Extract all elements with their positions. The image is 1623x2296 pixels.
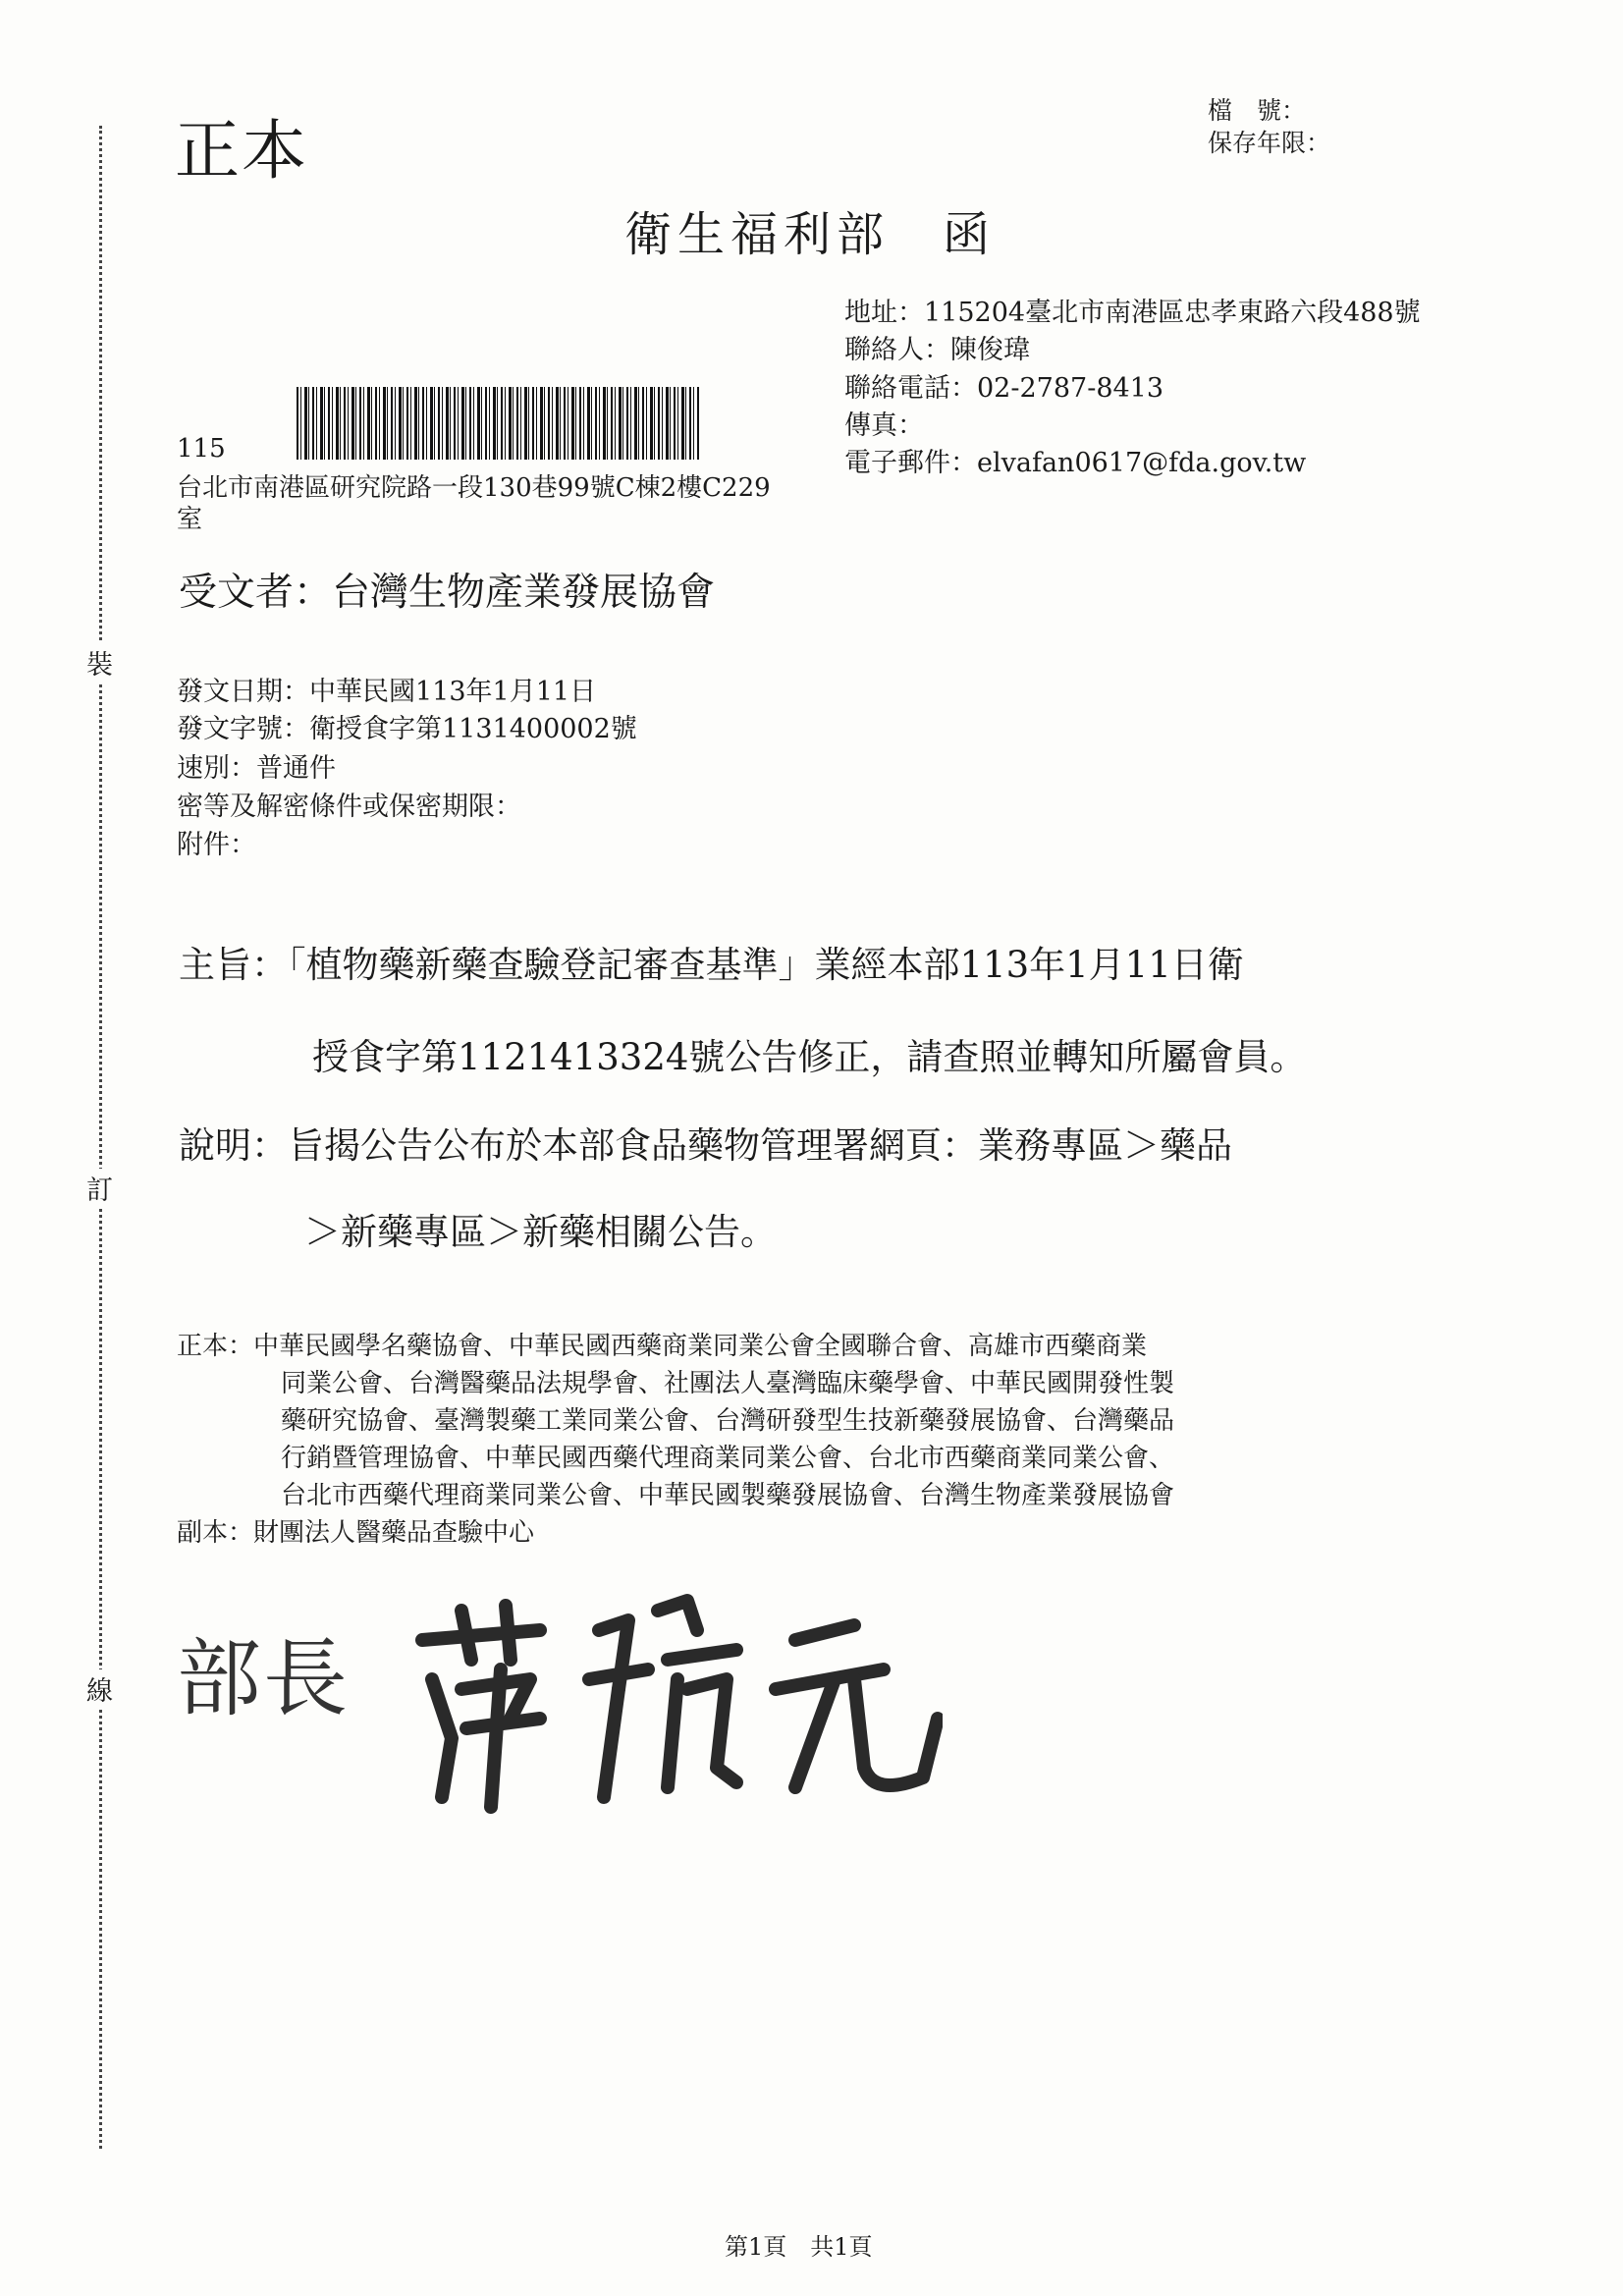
binding-char-ding: 訂 — [86, 1169, 113, 1207]
handwritten-signature — [393, 1571, 943, 1817]
sender-contact-person: 聯絡人：陳俊瑋 — [844, 335, 1030, 365]
binding-char-xian: 線 — [86, 1669, 113, 1708]
sender-address: 地址：115204臺北市南港區忠孝東路六段488號 — [844, 298, 1421, 328]
distribution-original-line2: 同業公會、台灣醫藥品法規學會、社團法人臺灣臨床藥學會、中華民國開發性製 — [281, 1369, 1175, 1398]
document-number: 發文字號：衛授食字第1131400002號 — [177, 714, 637, 744]
urgency-level: 速別：普通件 — [177, 753, 336, 784]
distribution-original-line5: 台北市西藥代理商業同業公會、中華民國製藥發展協會、台灣生物產業發展協會 — [281, 1481, 1175, 1510]
binding-dotted-line — [99, 126, 102, 2149]
confidentiality: 密等及解密條件或保密期限： — [177, 792, 521, 822]
page-number: 第1頁 共1頁 — [725, 2233, 873, 2261]
subject-line2: 授食字第1121413324號公告修正，請查照並轉知所屬會員。 — [312, 1036, 1307, 1078]
binding-char-zhuang: 裝 — [86, 643, 113, 682]
distribution-original-line4: 行銷暨管理協會、中華民國西藥代理商業同業公會、台北市西藥商業同業公會、 — [281, 1444, 1175, 1473]
postal-barcode — [297, 387, 699, 460]
file-number-label: 檔 號： — [1208, 96, 1307, 125]
sender-email: 電子郵件：elvafan0617@fda.gov.tw — [844, 448, 1307, 478]
document-title: 衛生福利部 函 — [624, 207, 997, 262]
attachments: 附件： — [177, 830, 256, 860]
distribution-original-line1: 正本：中華民國學名藥協會、中華民國西藥商業同業公會全國聯合會、高雄市西藥商業 — [177, 1332, 1148, 1361]
recipient-address-line2: 室 — [177, 505, 203, 534]
explanation-line1: 說明：旨揭公告公布於本部食品藥物管理署網頁：業務專區＞藥品 — [179, 1124, 1232, 1167]
subject-line1: 主旨：「植物藥新藥查驗登記審查基準」業經本部113年1月11日衛 — [179, 944, 1244, 986]
minister-title: 部長 — [177, 1630, 350, 1728]
sender-fax: 傳真： — [844, 410, 924, 441]
explanation-line2: ＞新藥專區＞新藥相關公告。 — [304, 1211, 777, 1253]
distribution-copy: 副本：財團法人醫藥品查驗中心 — [177, 1518, 535, 1548]
issue-date: 發文日期：中華民國113年1月11日 — [177, 677, 597, 707]
distribution-original-line3: 藥研究協會、臺灣製藥工業同業公會、台灣研發型生技新藥發展協會、台灣藥品 — [281, 1406, 1175, 1436]
recipient-address-line1: 台北市南港區研究院路一段130巷99號C棟2樓C229 — [177, 473, 771, 503]
original-copy-mark: 正本 — [175, 113, 308, 189]
recipient-name: 受文者：台灣生物產業發展協會 — [179, 571, 716, 615]
retention-period-label: 保存年限： — [1208, 129, 1331, 157]
recipient-postal-code: 115 — [177, 434, 226, 464]
sender-phone: 聯絡電話：02-2787-8413 — [844, 373, 1164, 404]
